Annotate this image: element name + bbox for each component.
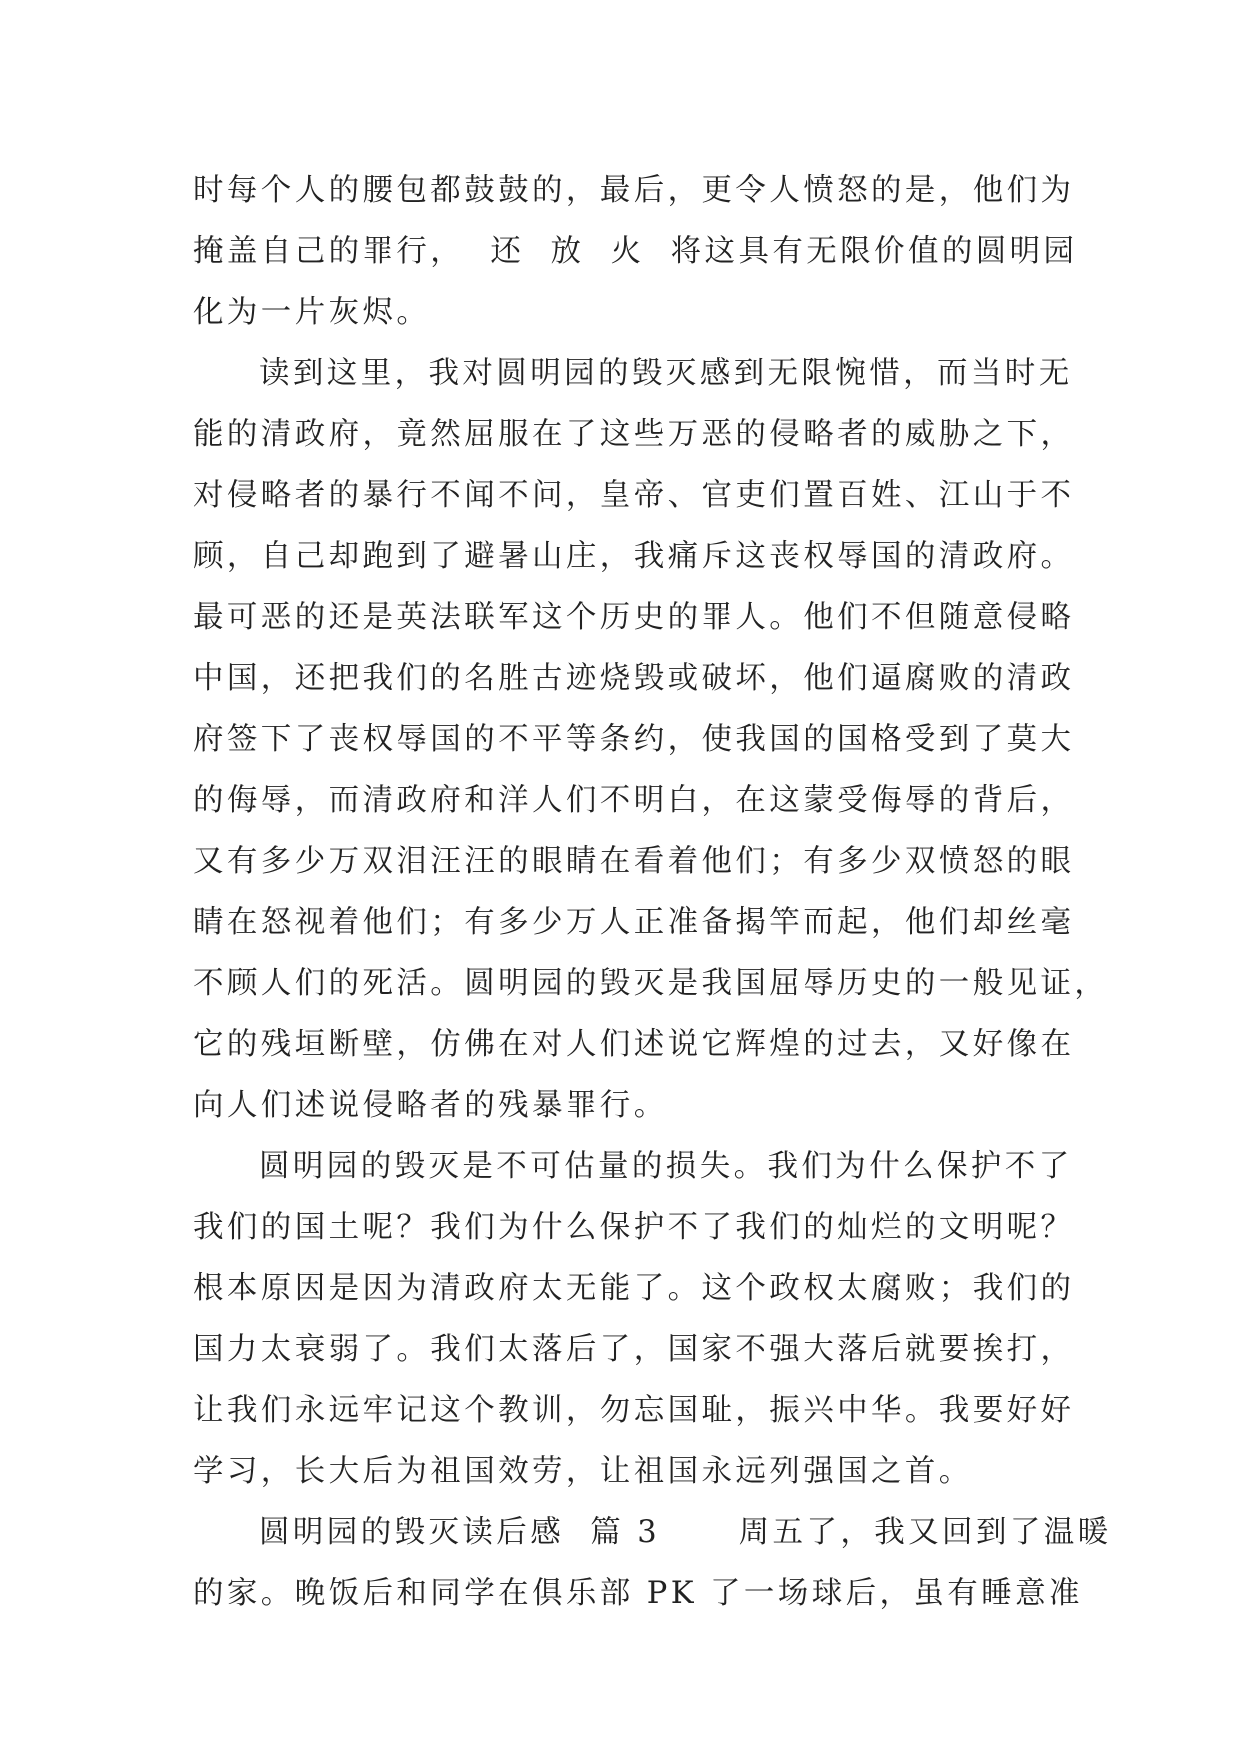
text-line: 根本原因是因为清政府太无能了。这个政权太腐败；我们的 [193,1271,1075,1306]
text-line: 学习，长大后为祖国效劳，让祖国永远列强国之首。 [193,1454,973,1489]
text-line: 中国，还把我们的名胜古迹烧毁或破坏，他们逼腐败的清政 [193,661,1075,696]
paragraph-4 [193,1502,1112,1624]
text-line: 府签下了丧权辱国的不平等条约，使我国的国格受到了莫大 [193,722,1075,757]
text-line: 向人们述说侵略者的残暴罪行。 [193,1088,668,1123]
text-line: 掩盖自己的罪行， 还 放 火 将这具有无限价值的圆明园 [193,234,1078,269]
text-line: 最可恶的还是英法联军这个历史的罪人。他们不但随意侵略 [193,600,1075,635]
text-line: 它的残垣断壁，仿佛在对人们述说它辉煌的过去，又好像在 [193,1027,1075,1062]
text-line: 国力太衰弱了。我们太落后了，国家不强大落后就要挨打， [193,1332,1075,1367]
text-line: 能的清政府，竟然屈服在了这些万恶的侵略者的威胁之下， [193,417,1075,452]
text-line: 化为一片灰烬。 [193,295,431,330]
text-line: 让我们永远牢记这个教训，勿忘国耻，振兴中华。我要好好 [193,1393,1075,1428]
text-line: 的侮辱，而清政府和洋人们不明白，在这蒙受侮辱的背后， [193,783,1075,818]
text-line: 读到这里，我对圆明园的毁灭感到无限惋惜，而当时无 [259,356,1073,391]
text-line: 又有多少万双泪汪汪的眼睛在看着他们；有多少双愤怒的眼 [193,844,1075,879]
text-line: 圆明园的毁灭是不可估量的损失。我们为什么保护不了 [259,1149,1073,1184]
text-line: 我们的国土呢？我们为什么保护不了我们的灿烂的文明呢？ [193,1210,1075,1245]
paragraph-3 [193,1136,1075,1502]
text-line: 顾，自己却跑到了避暑山庄，我痛斥这丧权辱国的清政府。 [193,539,1075,574]
text-line: 时每个人的腰包都鼓鼓的，最后，更令人愤怒的是，他们为 [193,173,1075,208]
document-body [193,160,1112,1624]
paragraph-2 [193,343,1109,1136]
paragraph-1 [193,160,1078,343]
text-line: 睛在怒视着他们；有多少万人正准备揭竿而起，他们却丝毫 [193,905,1075,940]
text-line: 对侵略者的暴行不闻不问，皇帝、官吏们置百姓、江山于不 [193,478,1075,513]
text-line: 不顾人们的死活。圆明园的毁灭是我国屈辱历史的一般见证， [193,966,1109,1001]
text-line: 圆明园的毁灭读后感 篇 3 周五了，我又回到了温暖 [259,1515,1112,1550]
text-line: 的家。晚饭后和同学在俱乐部 PK 了一场球后，虽有睡意准 [193,1576,1083,1611]
